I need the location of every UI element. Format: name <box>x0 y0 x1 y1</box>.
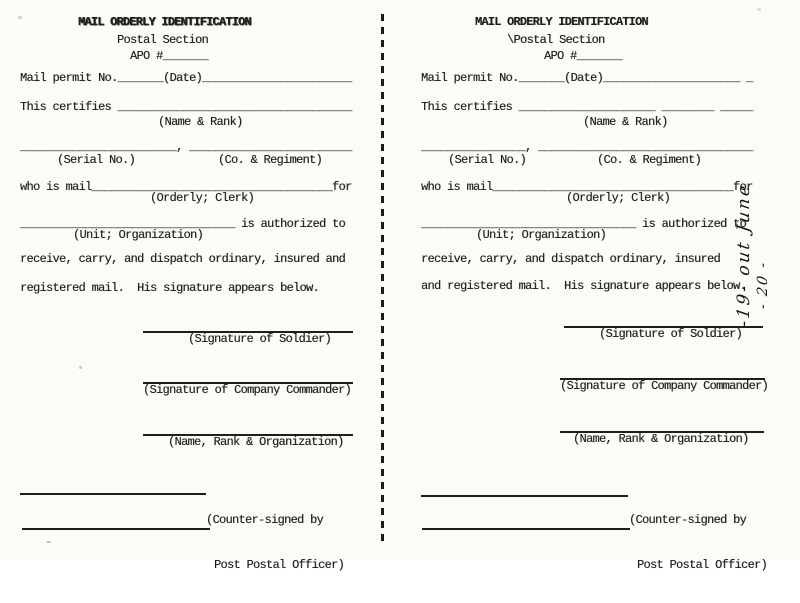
authorized-line: _________________________________ is authorized to <box>20 217 346 231</box>
form-title: MAIL ORDERLY IDENTIFICATION <box>475 15 648 29</box>
serial-regiment-blank-row: ________________________, _________________________ <box>20 140 352 154</box>
scan-speck <box>46 541 51 543</box>
countersign-line <box>20 493 206 495</box>
scan-speck <box>18 16 22 19</box>
countersign-label <box>629 483 767 603</box>
commander-signature-block <box>143 382 353 397</box>
unit-organization-label: (Unit; Organization) <box>476 228 607 242</box>
countersign-label <box>206 483 344 603</box>
countersign-label-line1: (Counter-signed by <box>629 513 747 527</box>
stray-pen-mark: \ <box>507 33 514 47</box>
name-rank-organization-block <box>143 434 353 449</box>
handwritten-page-note <box>734 155 786 355</box>
handwritten-note-line1: -19- out June <box>734 181 754 329</box>
name-rank-label: (Name & Rank) <box>583 115 668 129</box>
who-is-mail-line: who is mail_____________________________________for <box>421 180 753 194</box>
this-certifies-line: This certifies _____________________ ________ _____ <box>421 100 753 114</box>
handwritten-note-line2: - 20 - <box>755 259 771 311</box>
scan-speck <box>79 366 82 369</box>
countersign-label-line1: (Counter-signed by <box>206 513 324 527</box>
countersign-line <box>421 495 628 497</box>
dashed-cut-line <box>381 14 384 542</box>
orderly-clerk-label: (Orderly; Clerk) <box>566 191 671 205</box>
co-regiment-label: (Co. & Regiment) <box>218 153 323 167</box>
name-rank-organization-label: (Name, Rank & Organization) <box>168 435 344 449</box>
soldier-signature-block <box>143 331 353 346</box>
serial-no-label: (Serial No.) <box>448 153 527 167</box>
soldier-signature-label: (Signature of Soldier) <box>188 332 332 346</box>
commander-signature-label: (Signature of Company Commander) <box>143 383 352 397</box>
mail-permit-date-line: Mail permit No._______(Date)_____________________ _ <box>421 71 753 85</box>
body-text-line2: and registered mail. His signature appears below. <box>421 279 747 293</box>
apo-number-line: APO #_______ <box>544 49 623 63</box>
serial-regiment-blank-row: ________________, _________________________________ <box>421 140 753 154</box>
countersign-label-line2: Post Postal Officer) <box>637 558 768 572</box>
body-text-line2: registered mail. His signature appears below. <box>20 281 320 295</box>
orderly-clerk-label: (Orderly; Clerk) <box>150 191 255 205</box>
scan-speck <box>757 8 761 11</box>
countersign-label-line2: Post Postal Officer) <box>214 558 345 572</box>
body-text-line1: receive, carry, and dispatch ordinary, insured <box>421 252 721 266</box>
postal-section-text: Postal Section <box>513 33 605 47</box>
name-rank-organization-block <box>560 431 764 446</box>
apo-number-line: APO #_______ <box>130 49 209 63</box>
mail-permit-date-line: Mail permit No._______(Date)_______________________ <box>20 71 352 85</box>
commander-signature-block <box>560 378 769 393</box>
commander-signature-label: (Signature of Company Commander) <box>560 379 769 393</box>
who-is-mail-line: who is mail_____________________________________for <box>20 180 352 194</box>
bottom-blank-line <box>422 528 630 530</box>
unit-organization-label: (Unit; Organization) <box>73 228 204 242</box>
postal-section-subtitle: Postal Section <box>117 33 209 47</box>
co-regiment-label: (Co. & Regiment) <box>597 153 702 167</box>
name-rank-organization-label: (Name, Rank & Organization) <box>573 432 749 446</box>
postal-section-subtitle <box>507 33 605 47</box>
name-rank-label: (Name & Rank) <box>158 115 243 129</box>
body-text-line1: receive, carry, and dispatch ordinary, insured and <box>20 252 346 266</box>
bottom-blank-line <box>22 528 210 530</box>
form-title: MAIL ORDERLY IDENTIFICATION <box>78 15 251 29</box>
mail-orderly-form-left <box>0 0 400 572</box>
serial-no-label: (Serial No.) <box>57 153 136 167</box>
this-certifies-line: This certifies ____________________________________ <box>20 100 352 114</box>
authorized-line: _________________________________ is authorized to <box>421 217 747 231</box>
soldier-signature-label: (Signature of Soldier) <box>599 327 743 341</box>
